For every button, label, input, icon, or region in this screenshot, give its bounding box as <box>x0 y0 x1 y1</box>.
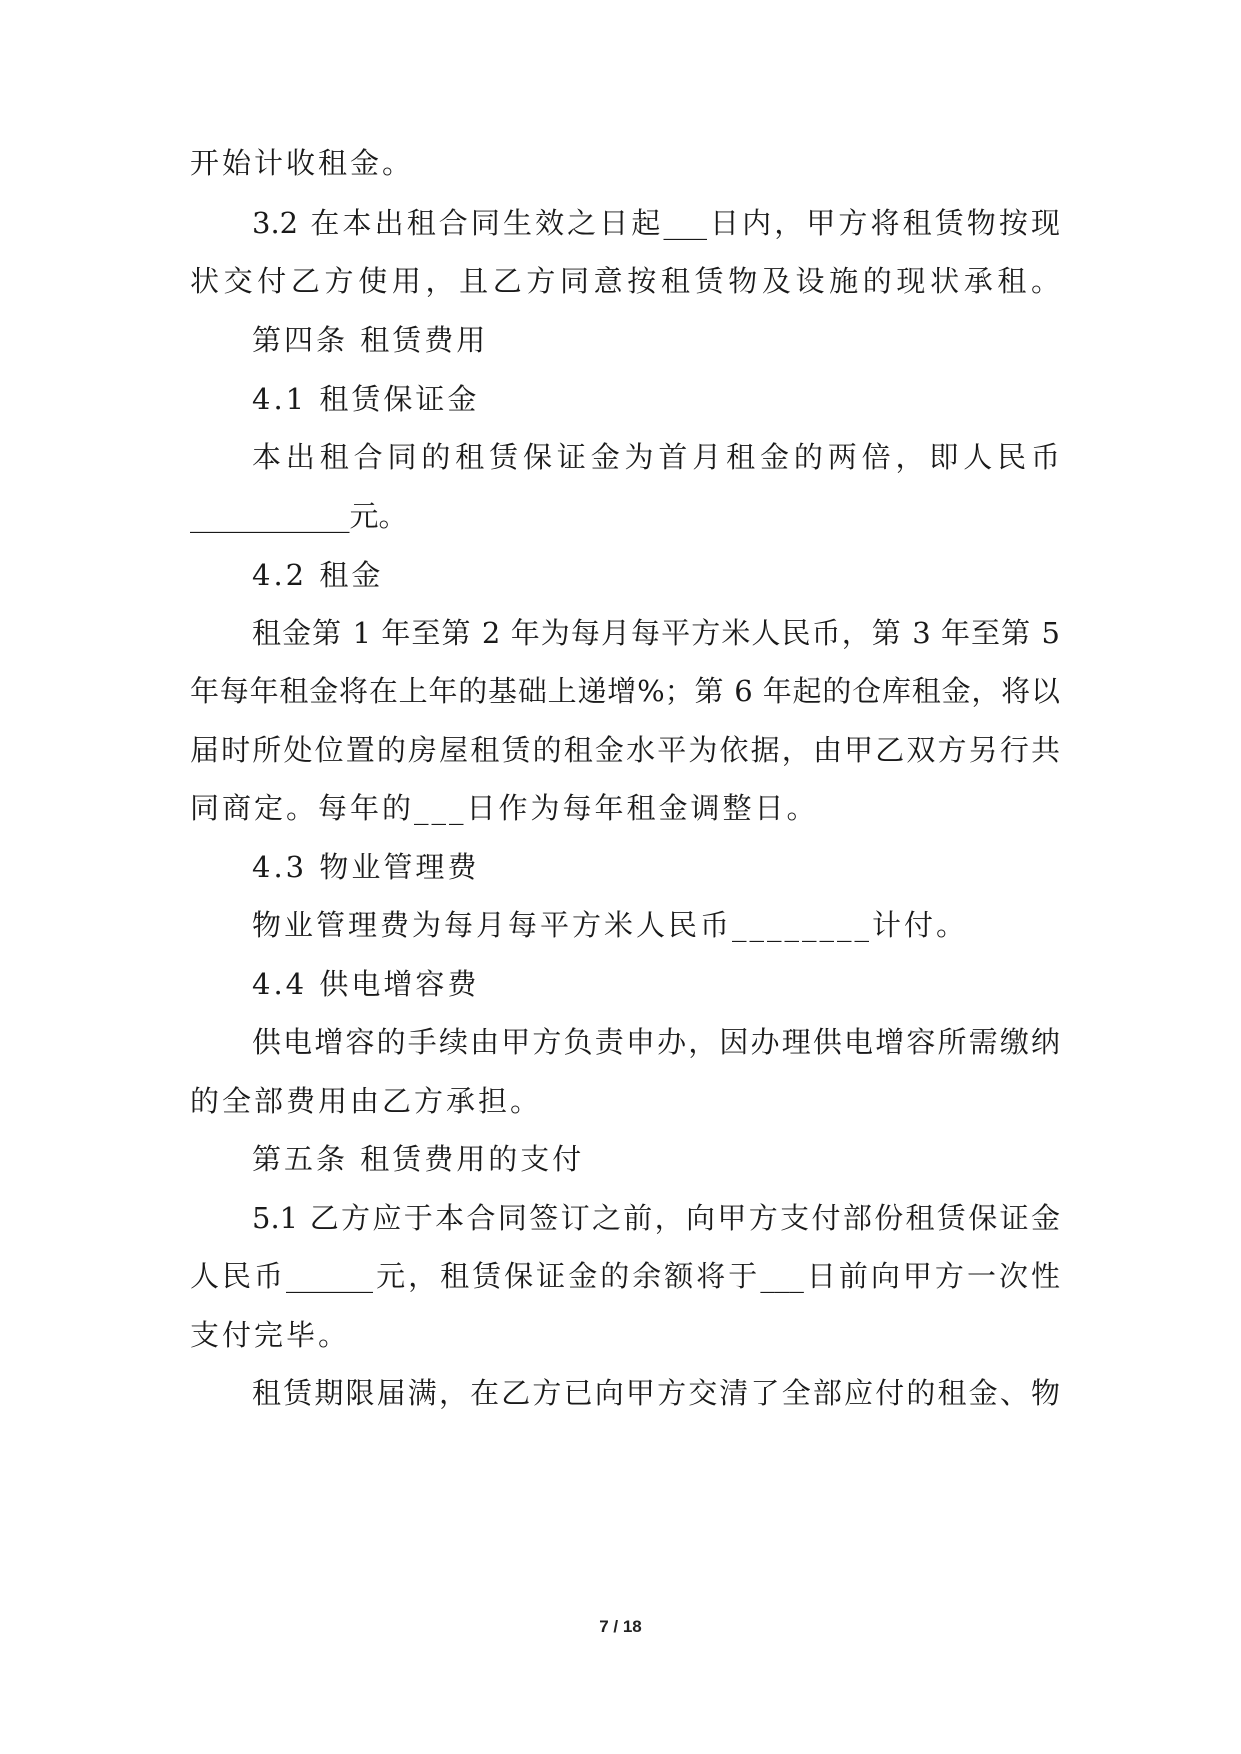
lease-expiry-line-1: 租赁期限届满，在乙方已向甲方交清了全部应付的租金、物 <box>252 1376 1060 1410</box>
clause-4-2-heading: 4.2 租金 <box>252 558 384 592</box>
page-number: 7 / 18 <box>599 1617 642 1636</box>
clause-3-2-line-1: 3.2 在本出租合同生效之日起___日内，甲方将租赁物按现 <box>252 206 1060 240</box>
clause-5-1-line-1: 5.1 乙方应于本合同签订之前，向甲方支付部份租赁保证金 <box>252 1201 1060 1235</box>
article-5-heading: 第五条 租赁费用的支付 <box>252 1142 585 1176</box>
clause-4-2-line-2: 年每年租金将在上年的基础上递增%；第 6 年起的仓库租金，将以 <box>190 674 1060 708</box>
clause-4-4-line-1: 供电增容的手续由甲方负责申办，因办理供电增容所需缴纳 <box>252 1025 1060 1059</box>
clause-4-3-heading: 4.3 物业管理费 <box>252 850 480 884</box>
clause-5-1-line-3: 支付完毕。 <box>190 1318 351 1352</box>
clause-4-1-heading: 4.1 租赁保证金 <box>252 382 480 416</box>
clause-4-1-line-2: ___________元。 <box>190 499 408 533</box>
clause-4-3-line-1: 物业管理费为每月每平方米人民币________计付。 <box>252 908 969 942</box>
clause-4-2-line-4: 同商定。每年的___日作为每年租金调整日。 <box>190 791 819 825</box>
paragraph-line: 开始计收租金。 <box>190 146 415 180</box>
clause-4-4-heading: 4.4 供电增容费 <box>252 967 480 1001</box>
article-4-heading: 第四条 租赁费用 <box>252 323 489 357</box>
clause-4-4-line-2: 的全部费用由乙方承担。 <box>190 1084 543 1118</box>
clause-4-1-line-1: 本出租合同的租赁保证金为首月租金的两倍，即人民币 <box>252 440 1060 474</box>
clause-3-2-line-2: 状交付乙方使用，且乙方同意按租赁物及设施的现状承租。 <box>190 264 1060 298</box>
clause-4-2-line-1: 租金第 1 年至第 2 年为每月每平方米人民币，第 3 年至第 5 <box>252 616 1060 650</box>
clause-4-2-line-3: 届时所处位置的房屋租赁的租金水平为依据，由甲乙双方另行共 <box>190 733 1060 767</box>
clause-5-1-line-2: 人民币______元，租赁保证金的余额将于___日前向甲方一次性 <box>190 1259 1060 1293</box>
